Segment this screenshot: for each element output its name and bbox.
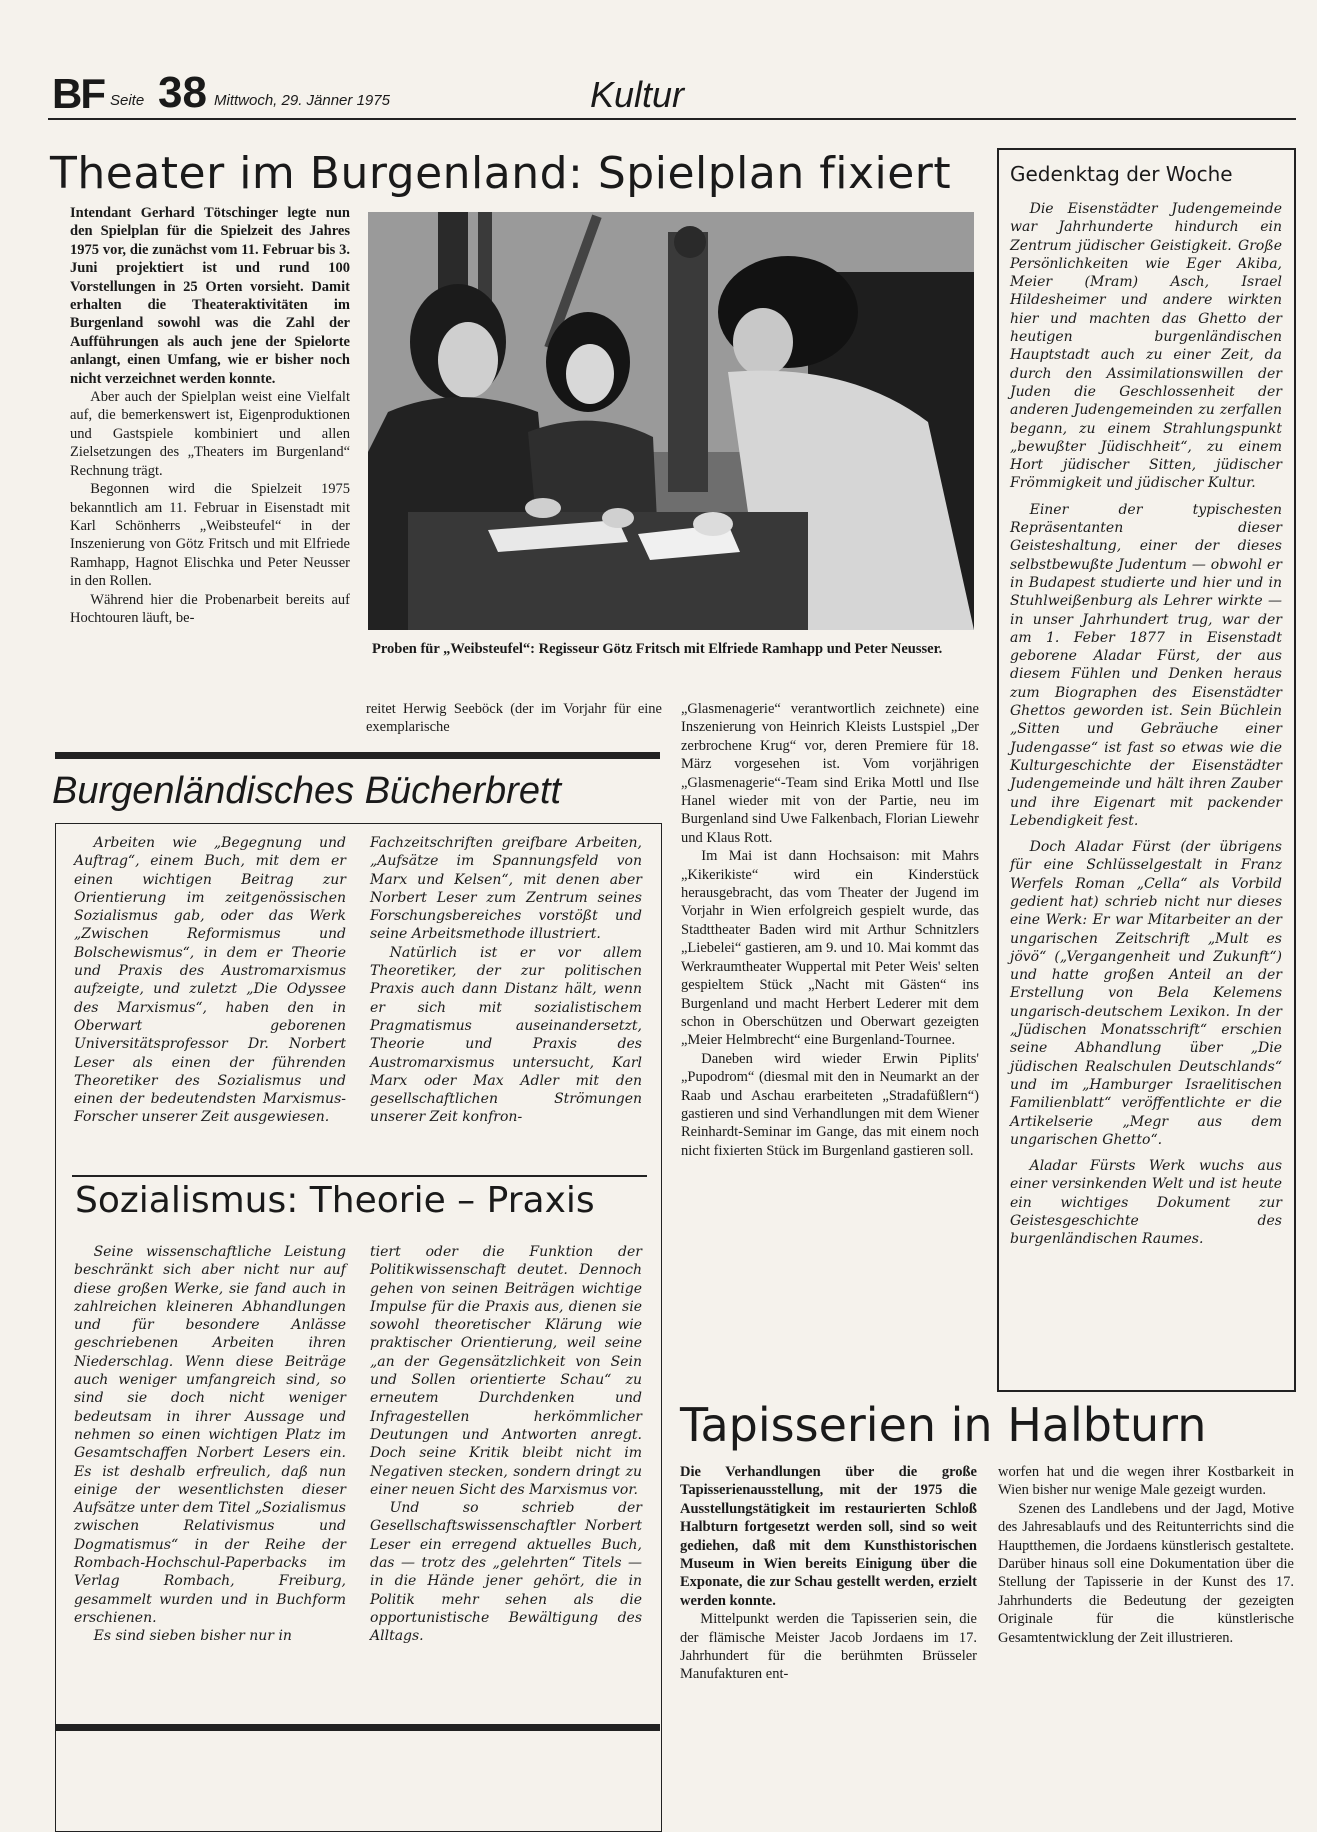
gedenktag-paragraph: Aladar Fürsts Werk wuchs aus einer versinkenden Welt und ist heute ein wichtiges Dokument zur Geistesgeschichte des burgenländischen Raumes. xyxy=(1010,1158,1282,1248)
theater-paragraph: Aber auch der Spielplan weist eine Vielfalt auf, die bemerkenswert ist, Eigenproduktionen und Gastspiele kombiniert und allen Zielsetzungen des „Theaters im Burgenland“ Rechnung trägt. xyxy=(70,389,350,479)
theater-article-col1 xyxy=(70,204,350,627)
theater-paragraph: Während hier die Probenarbeit bereits auf Hochtouren läuft, be- xyxy=(70,591,350,626)
buecherbrett-paragraph: Natürlich ist er vor allem Theoretiker, der zur politischen Praxis auch dann Distanz hält, wenn er sich mit sozialistischem Pragmatismus auseinandersetzt, Theorie und Praxis des Austromarxismus untersucht, Karl Marx oder Max Adler mit den gesellschaftlichen Strömungen unserer Zeit konfron- xyxy=(370,944,642,1126)
theater-lead: Intendant Gerhard Tötschinger legte nun den Spielplan für die Spielzeit des Jahres 1975 vor, die zunächst vom 11. Februar bis 3. Juni projektiert ist und rund 100 Vorstellungen in 25 Orten vorsieht. Damit erhalten die Theateraktivitäten im Burgenland sowohl was die Zahl der Aufführungen als auch jene der Spielorte anlangt, einen Umfang, wie er bisher noch nicht verzeichnet werden konnte. xyxy=(70,205,350,387)
section-divider xyxy=(55,752,660,759)
sub-section-divider xyxy=(72,1175,647,1177)
rehearsal-photo-image xyxy=(368,212,974,630)
gedenktag-paragraph: Einer der typischesten Repräsentanten dieser Geisteshaltung, einer der dieses selbstbewußte Judentum — obwohl er in Budapest studierte und hier und in Stuhlweißenburg als Lehrer wirkte — in unser Jahrhundert trug, war der am 1. Feber 1877 in Eisenstadt geborene Aladar Fürst, der aus diesem Fühlen und Denken heraus zum Biographen des Eisenstädter Ghettos geworden ist. Sein Büchlein „Sitten und Gebräuche einer Judengasse“ ist fast so etwas wie die Kulturgeschichte der Eisenstädter Judengemeinde und hält ihren Zauber und ihre Eigenart mit packender Lebendigkeit fest. xyxy=(1010,501,1282,829)
theater-paragraph: reitet Herwig Seeböck (der im Vorjahr für eine exemplarische xyxy=(366,701,662,736)
page-number: 38 xyxy=(158,68,207,117)
theater-paragraph: Im Mai ist dann Hochsaison: mit Mahrs „Kikerikiste“ wird ein Kinderstück herausgebracht, das vom Theater der Jugend im Vorjahr in Wien erfolgreich gespielt wurde, das Stadttheater Baden wird mit Arthur Schnitzlers „Liebelei“ gastieren, am 9. und 10. Mai kommt das Werkraumtheater Wuppertal mit Peter Weis' selten gespieltem Stück „Nacht mit Gästen“ ins Burgenland und macht Herbert Lederer mit dem schon in Oberschützen und Oberwart gezeigten „Meier Helmbrecht“ eine Burgenland-Tournee. xyxy=(681,848,979,1049)
section-divider xyxy=(55,1724,660,1731)
buecherbrett-paragraph: Arbeiten wie „Begegnung und Auftrag“, einem Buch, mit dem er einen wichtigen Beitrag zur Orientierung im zeitgenössischen Sozialismus gab, oder das Werk „Zwischen Reformismus und Bolschewismus“, in dem er Theorie und Praxis des Austromarxismus aufzeigte, und zuletzt „Die Odyssee des Marxismus“, haben den in Oberwart geborenen Universitätsprofessor Dr. Norbert Leser als einen der führenden Theoretiker des Sozialismus und einen der bedeutendsten Marxismus-Forscher unserer Zeit ausgewiesen. xyxy=(74,835,346,1126)
tapisserien-col2 xyxy=(998,1463,1294,1647)
tapisserien-paragraph: worfen hat und die wegen ihrer Kostbarkeit in Wien bisher nur wenige Male gezeigt wurden. xyxy=(998,1464,1294,1499)
buecherbrett-col4 xyxy=(370,1243,642,1646)
buecherbrett-paragraph: Es sind sieben bisher nur in xyxy=(93,1628,292,1645)
tapisserien-paragraph: Mittelpunkt werden die Tapisserien sein, die der flämische Meister Jacob Jordaens im 17. Jahrhundert für die berühmten Brüsseler Manufakturen ent- xyxy=(680,1611,977,1683)
gedenktag-paragraph: Doch Aladar Fürst (der übrigens für eine Schlüsselgestalt in Franz Werfels Roman „Cella“ als Vorbild gedient hat) schrieb nicht nur dieses eine Werk: Er war Mitarbeiter an der ungarischen Zeitschrift „Mult es jövö“ („Vergangenheit und Zukunft“) und hatte großen Anteil an der Erstellung von Bela Kelemens ungarisch-deutschem Lexikon. In der „Jüdischen Monatsschrift“ erschien seine Abhandlung über „Die jüdischen Realschulen Deutschlands“ und im „Hamburger Israelitischen Familienblatt“ veröffentlichte er die Artikelserie „Megr aus dem ungarischen Ghetto“. xyxy=(1010,839,1282,1148)
issue-date: Mittwoch, 29. Jänner 1975 xyxy=(214,92,390,109)
buecherbrett-paragraph: tiert oder die Funktion der Politikwissenschaft deutet. Dennoch gehen von seinen Beiträgen wichtige Impulse für die Praxis aus, dienen sie sowohl theoretischer Klärung wie praktischer Orientierung, weil seine „an der Gegensätzlichkeit von Sein und Sollen orientierte Schau“ zu erneutem Durchdenken und Infragestellen herkömmlicher Deutungen und Antworten anregt. Doch seine Kritik bleibt nicht im Negativen stecken, sondern dringt zu einer neuen Sicht des Marxismus vor. xyxy=(370,1244,642,1498)
page-label: Seite xyxy=(110,92,145,109)
tapisserien-headline: Tapisserien in Halbturn xyxy=(680,1398,1207,1452)
buecherbrett-paragraph: Und so schrieb der Gesellschaftswissenschaftler Norbert Leser ein erregend aktuelles Buch, das — trotz des „gelehrten“ Titels — in die Hände jener gehört, die in Politik mehr sehen als die opportunistische Bewältigung des Alltags. xyxy=(370,1500,642,1645)
theater-paragraph: Daneben wird wieder Erwin Piplits' „Pupodrom“ (diesmal mit den in Neumarkt an der Raab und Aschau erarbeiteten „Stradafüßlern“) gastieren und sind Verhandlungen mit dem Wiener Reinhardt-Seminar im Gange, das mit einem noch nicht fixierten Stück im Burgenland gastieren soll. xyxy=(681,1050,979,1159)
theater-article-col3 xyxy=(681,700,979,1160)
newspaper-logo: BF xyxy=(52,70,104,117)
gedenktag-text xyxy=(1010,200,1282,1249)
header-divider xyxy=(48,118,1296,120)
rehearsal-photo xyxy=(368,212,974,630)
photo-caption: Proben für „Weibsteufel“: Regisseur Götz Fritsch mit Elfriede Ramhapp und Peter Neusser. xyxy=(372,641,943,657)
tapisserien-paragraph: Szenen des Landlebens und der Jagd, Motive des Jahresablaufs und des Reitunterrichts sind die Hauptthemen, die Jordaens künstlerisch gestaltete. Darüber hinaus soll eine Dokumentation über die Stellung der Tapisserie in der Kunst des 17. Jahrhunderts die Bedeutung der gezeigten Originale für die künstlerische Gesamtentwicklung der Zeit illustrieren. xyxy=(998,1500,1294,1646)
sozialismus-headline: Sozialismus: Theorie – Praxis xyxy=(75,1180,595,1221)
tapisserien-col1 xyxy=(680,1463,977,1684)
section-title: Kultur xyxy=(590,74,685,115)
buecherbrett-paragraph: Seine wissenschaftliche Leistung beschränkt sich aber nicht nur auf diese großen Werke, sie fand auch in zahlreichen kleineren Abhandlungen und für besondere Anlässe geschriebenen Arbeiten ihren Niederschlag. Wenn diese Beiträge auch weniger umfangreich sind, so sind sie doch nicht weniger bedeutsam in ihrer Aussage und nehmen so einen wichtigen Platz im Gesamtschaffen Norbert Lesers ein. Es ist deshalb erfreulich, daß nun einige der wesentlichsten dieser Aufsätze unter dem Titel „Sozialismus zwischen Relativismus und Dogmatismus“ in der Reihe der Rombach-Hochschul-Paperbacks im Verlag Rombach, Freiburg, gesammelt wurden und in Buchform erschienen. xyxy=(74,1244,346,1626)
theater-headline: Theater im Burgenland: Spielplan fixiert xyxy=(50,148,952,199)
theater-article-col2 xyxy=(366,700,662,737)
buecherbrett-headline: Burgenländisches Bücherbrett xyxy=(52,770,562,812)
buecherbrett-paragraph: Fachzeitschriften greifbare Arbeiten, „Aufsätze im Spannungsfeld von Marx und Kelsen“, mit denen aber Norbert Leser zum Zentrum seines Forschungsbereiches vorstößt und seine Arbeitsmethode illustriert. xyxy=(370,835,642,943)
buecherbrett-col3 xyxy=(74,1243,346,1646)
theater-paragraph: Begonnen wird die Spielzeit 1975 bekanntlich am 11. Februar in Eisenstadt mit Karl Schönherrs „Weibsteufel“ in der Inszenierung von Götz Fritsch und mit Elfriede Ramhapp, Hagnot Elischka und Peter Neusser in den Rollen. xyxy=(70,481,350,590)
gedenktag-title: Gedenktag der Woche xyxy=(1010,162,1233,186)
theater-paragraph: „Glasmenagerie“ verantwortlich zeichnete) eine Inszenierung von Heinrich Kleists Lustspiel „Der zerbrochene Krug“ vor, deren Premiere für 18. März vorgesehen ist. Vom vorjährigen „Glasmenagerie“-Team sind Erika Mottl und Ilse Hanel wieder mit von der Partie, neu im Burgenland sind Uwe Falkenbach, Florian Liewehr und Klaus Rott. xyxy=(681,701,979,846)
buecherbrett-col2 xyxy=(370,834,642,1127)
buecherbrett-col1 xyxy=(74,834,346,1127)
tapisserien-lead: Die Verhandlungen über die große Tapisserienausstellung, mit der 1975 die Ausstellungstätigkeit im restaurierten Schloß Halbturn fortgesetzt werden soll, sind so weit gediehen, daß mit dem Kunsthistorischen Museum in Wien bereits Einigung über die Exponate, die zur Schau gestellt werden, erzielt werden konnte. xyxy=(680,1464,977,1609)
gedenktag-paragraph: Die Eisenstädter Judengemeinde war Jahrhunderte hindurch ein Zentrum jüdischer Geistigkeit. Große Persönlichkeiten wie Eger Akiba, Meier (Mram) Asch, Israel Hildesheimer und andere wirkten hier und machten das Ghetto der heutigen burgenländischen Hauptstadt auch zu einer Zeit, da durch den Assimilationswillen der Juden die Geschlossenheit der anderen Judengemeinden zu zerfallen begann, zu einem Strahlungspunkt „bewußter Jüdischheit“, zu einem Hort jüdischer Sitten, jüdischer Frömmigkeit und jüdischer Kultur. xyxy=(1010,201,1282,492)
